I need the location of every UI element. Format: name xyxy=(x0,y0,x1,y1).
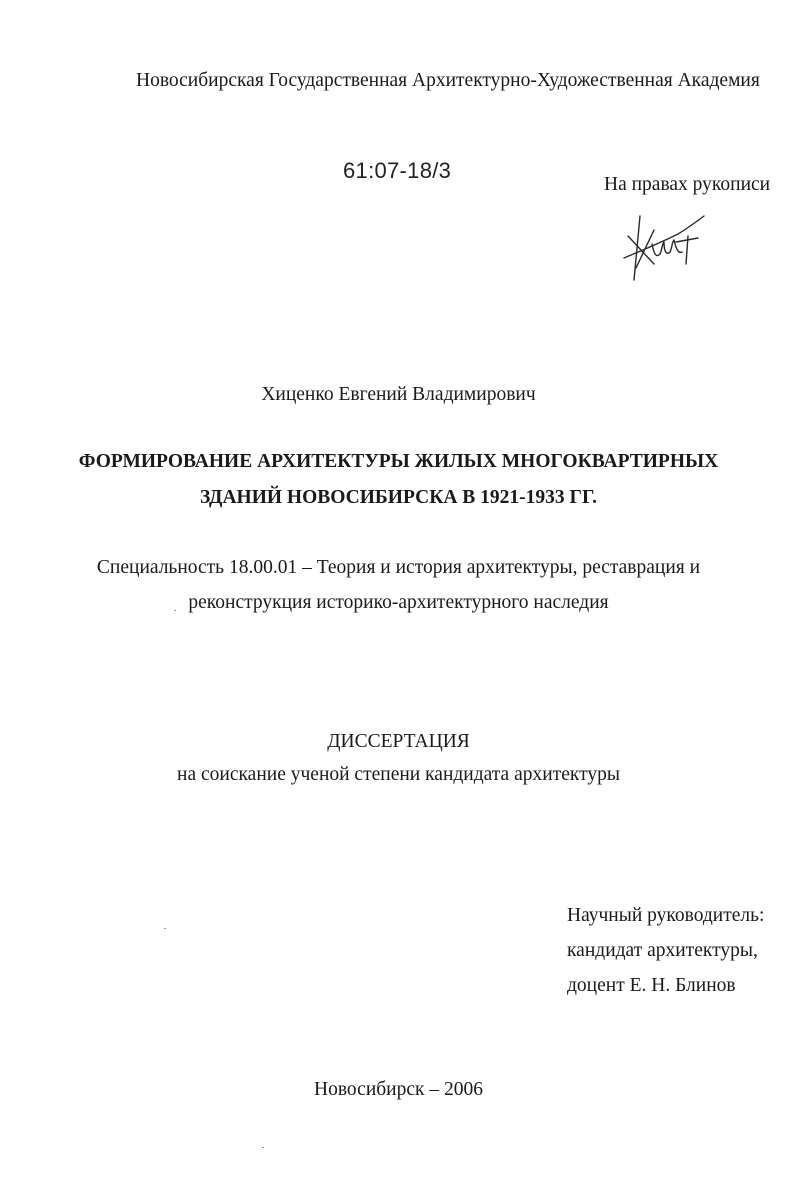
author-signature xyxy=(618,208,708,288)
library-code: 61:07-18/3 xyxy=(343,158,452,183)
dissertation-title-line-1: ФОРМИРОВАНИЕ АРХИТЕКТУРЫ ЖИЛЫХ МНОГОКВАРТИРНЫХ xyxy=(78,451,719,472)
supervisor-degree: кандидат архитектуры, xyxy=(567,940,758,961)
scan-speck xyxy=(262,1147,264,1148)
scan-speck xyxy=(164,928,166,929)
scan-speck xyxy=(174,610,176,611)
specialty-line-2: реконструкция историко-архитектурного наследия xyxy=(188,592,609,613)
supervisor-label: Научный руководитель: xyxy=(567,905,765,926)
specialty-line-1: Специальность 18.00.01 – Теория и история архитектуры, реставрация и xyxy=(96,557,701,578)
rights-note: На правах рукописи xyxy=(604,174,771,195)
author-name: Хиценко Евгений Владимирович xyxy=(261,384,536,405)
document-type: ДИССЕРТАЦИЯ xyxy=(327,731,470,752)
dissertation-title-line-2: ЗДАНИЙ НОВОСИБИРСКА В 1921-1933 ГГ. xyxy=(199,487,598,508)
city-year: Новосибирск – 2006 xyxy=(314,1079,483,1100)
institution-name: Новосибирская Государственная Архитектурно-Художественная Академия xyxy=(136,70,760,91)
degree-purpose: на соискание ученой степени кандидата архитектуры xyxy=(177,764,620,785)
supervisor-name: доцент Е. Н. Блинов xyxy=(567,975,736,996)
